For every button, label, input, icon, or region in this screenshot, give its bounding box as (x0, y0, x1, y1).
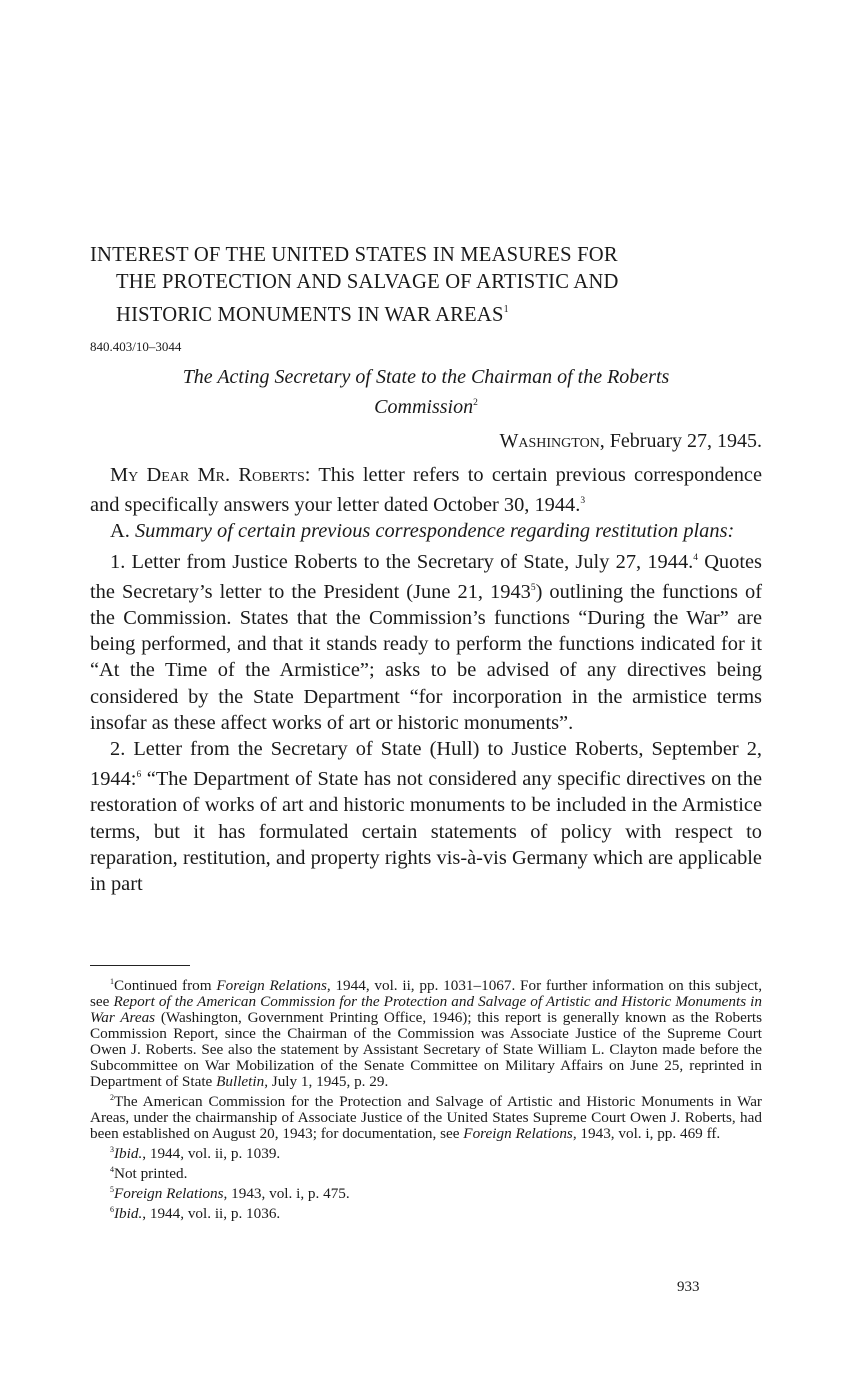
heading-line-1: The Acting Secretary of State to the Chairman of the Roberts (182, 366, 670, 388)
title-line-3: HISTORIC MONUMENTS IN WAR AREAS$^1$ (116, 304, 509, 326)
section-a-title: Summary of certain previous correspondence regarding restitution plans: (134, 520, 735, 543)
section-a-heading: A. Summary of certain previous correspondence regarding restitution plans: (110, 520, 735, 543)
footnote-2: $^2$The American Commission for the Protection and Salvage of Artistic and Historic Monuments in War Areas, under the chairmanship of Associate Justice of the United States Supreme Court Owen J. Roberts, had been established on August 20, 1943; for documentation, see Foreign Relations, 1943, vol. i, pp. 469 ff. (90, 1093, 762, 1142)
footnote-6: $^6$Ibid., 1944, vol. ii, p. 1036. (110, 1205, 281, 1222)
salutation: My Dear Mr. Roberts (110, 464, 305, 486)
footnote-ref[interactable]: 1 (503, 304, 509, 315)
paragraph-item-2: 2. Letter from the Secretary of State (Hull) to Justice Roberts, September 2, 1944:$^6$ “The Department of State has not considered any specific directives on the restoration of works of art and historic monuments to be included in the Armistice terms, but it has formulated certain statements of policy with respect to reparation, restitution, and property rights vis-à-vis Germany which are applicable in part (90, 738, 762, 896)
footnote-3: $^3$Ibid., 1944, vol. ii, p. 1039. (110, 1145, 281, 1162)
footnote-ref[interactable]: 2 (473, 398, 478, 408)
letter-body (90, 462, 762, 897)
footnote-4: $^4$Not printed. (110, 1165, 188, 1182)
footnote-ref[interactable]: 3 (580, 496, 586, 507)
page-title (90, 242, 762, 329)
document-heading (90, 364, 762, 420)
paragraph-opening: My Dear Mr. Roberts: This letter refers to certain previous correspondence and specifically answers your letter dated October 30, 1944.$^3$ (90, 464, 762, 517)
footnote-divider (90, 965, 190, 966)
footnote-ref[interactable]: 4 (693, 552, 698, 563)
paragraph-item-1: 1. Letter from Justice Roberts to the Secretary of State, July 27, 1944.$^4$ Quotes the Secretary’s letter to the President (June 21, 1943$^5$) outlining the functions of the Commission. States that the Commission’s functions “During the War” are being performed, and that it stands ready to perform the functions indicated for it “At the Time of the Armistice”; asks to be advised of any directives being considered by the State Department “for incorporation in the armistice terms insofar as these affect works of art or historic monuments”. (90, 550, 762, 734)
footnotes (90, 974, 762, 1222)
file-number: 840.403/10–3044 (90, 339, 182, 354)
title-line-2: THE PROTECTION AND SALVAGE OF ARTISTIC AND (116, 271, 619, 293)
dateline-date: , February 27, 1945. (599, 430, 762, 452)
footnote-ref[interactable]: 5 (530, 582, 536, 593)
dateline-place: Washington (499, 430, 600, 452)
dateline (500, 430, 763, 453)
page-number: 933 (677, 1279, 700, 1295)
footnote-1: $^1$Continued from Foreign Relations, 1944, vol. ii, pp. 1031–1067. For further information on this subject, see Report of the American Commission for the Protection and Salvage of Artistic and Historic Monuments in War Areas (Washington, Government Printing Office, 1946); this report is generally known as the Roberts Commission Report, since the Chairman of the Commission was Associate Justice of the Supreme Court Owen J. Roberts. See also the statement by Assistant Secretary of State William L. Clayton made before the Subcommittee on War Mobilization of the Senate Committee on Military Affairs on June 25, reprinted in Department of State Bulletin, July 1, 1945, p. 29. (90, 977, 763, 1090)
heading-line-2: Commission$^2$ (374, 396, 478, 418)
footnote-5: $^5$Foreign Relations, 1943, vol. i, p. 475. (110, 1185, 350, 1202)
footnote-ref[interactable]: 6 (136, 770, 142, 781)
title-line-1: INTEREST OF THE UNITED STATES IN MEASURES FOR (90, 244, 618, 266)
